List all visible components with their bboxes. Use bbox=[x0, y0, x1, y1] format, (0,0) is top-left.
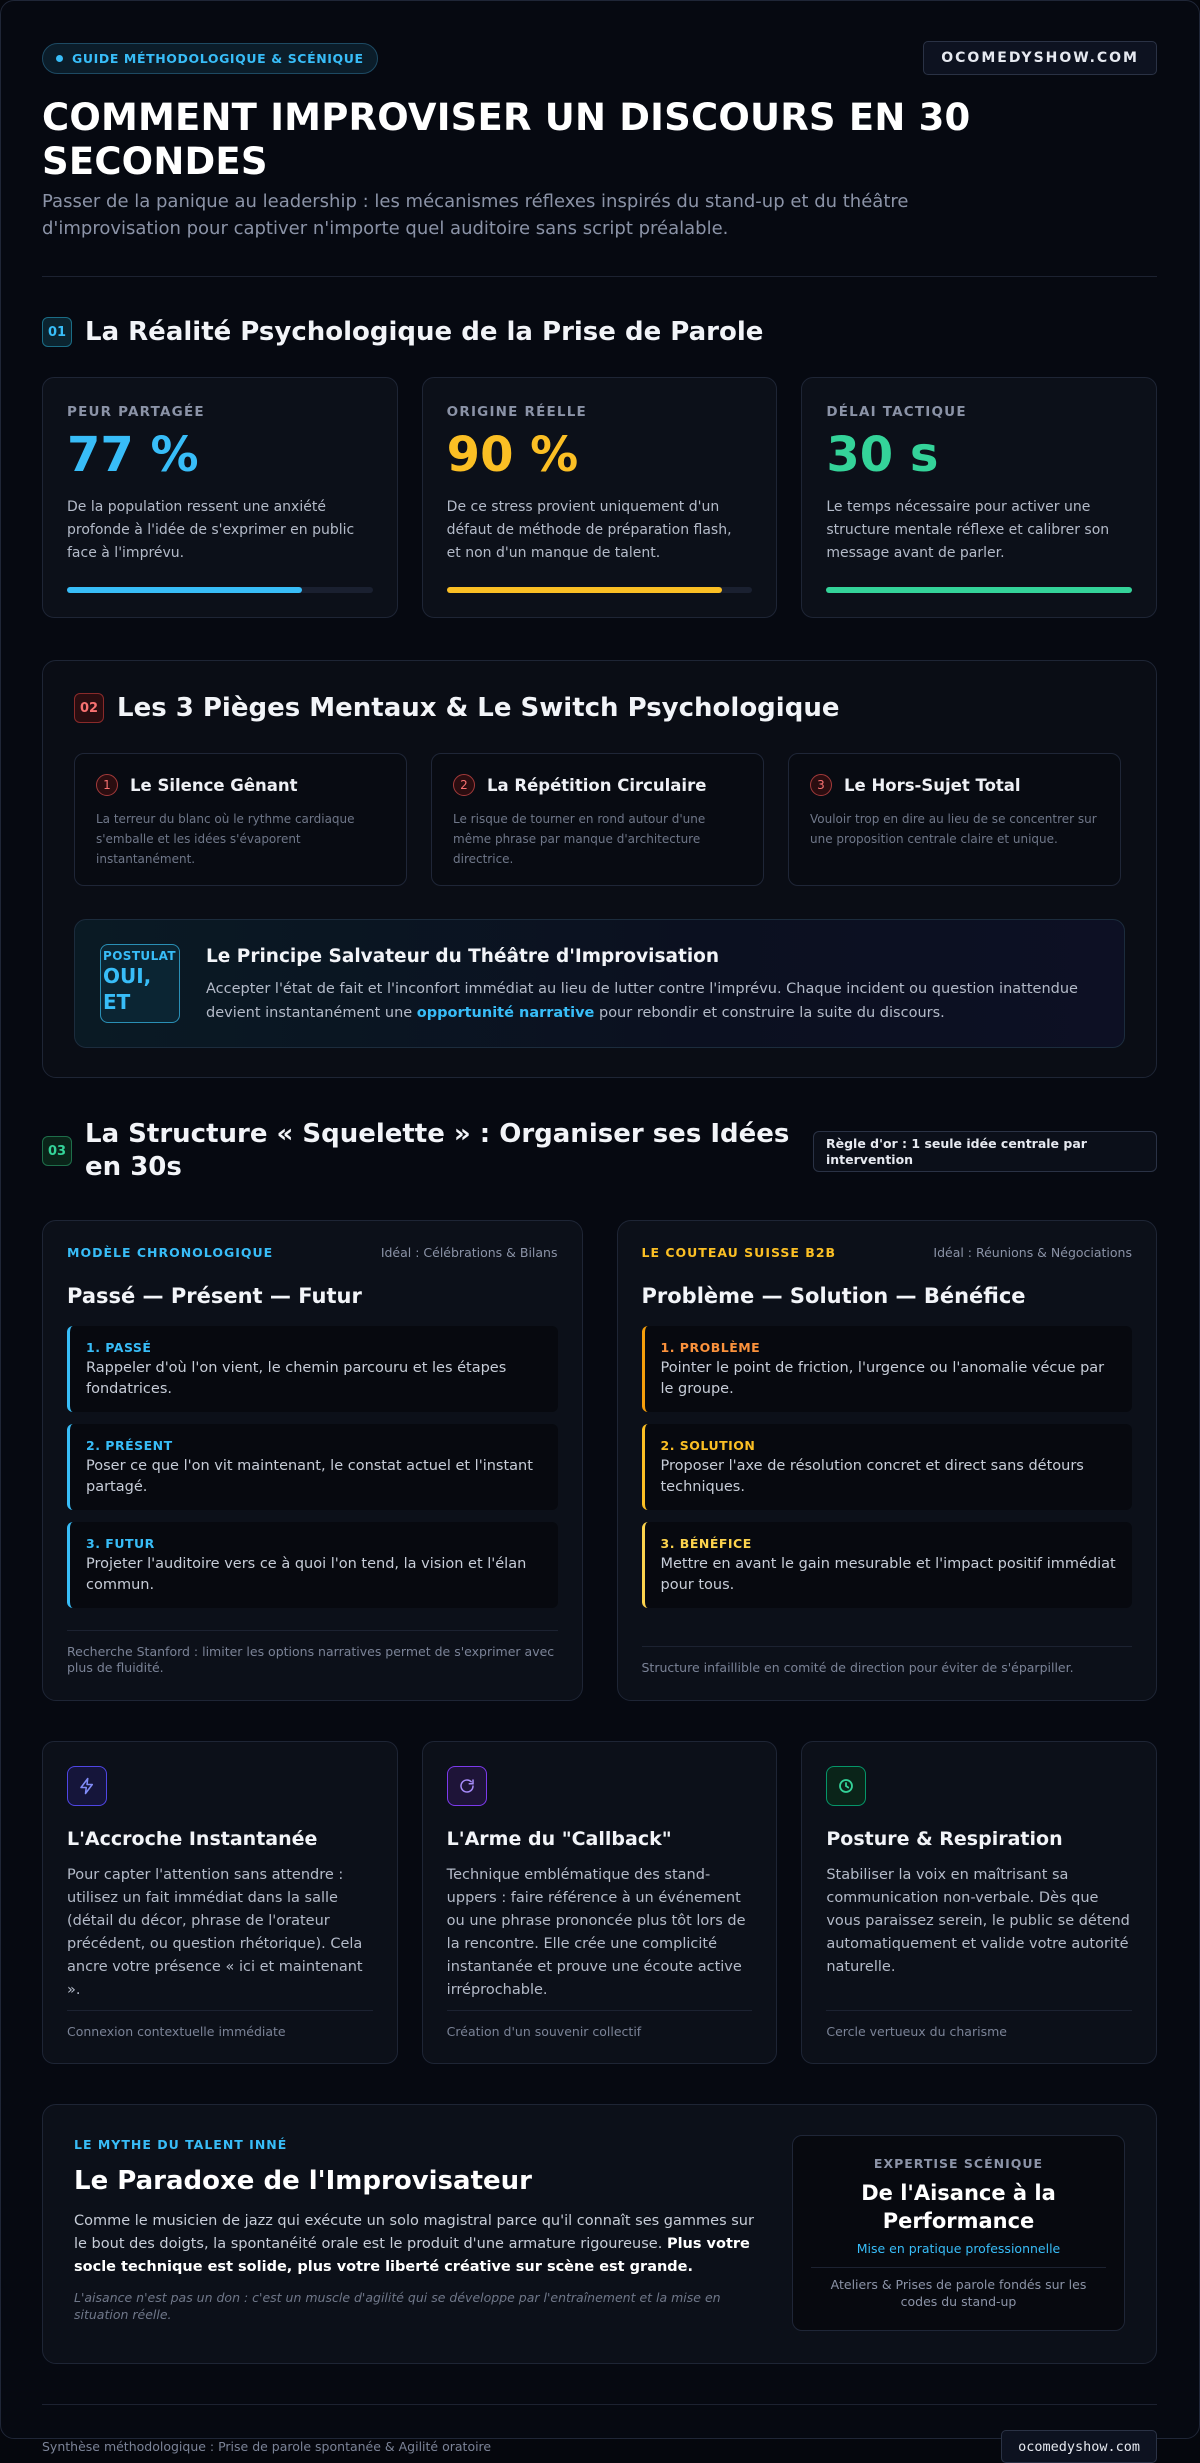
model-ideal: Idéal : Réunions & Négociations bbox=[933, 1245, 1132, 1260]
stat-value: 77 % bbox=[67, 427, 199, 483]
postulat-tag: POSTULAT bbox=[103, 949, 176, 963]
principle-highlight: opportunité narrative bbox=[416, 1005, 595, 1021]
trap-header bbox=[96, 774, 385, 796]
stat-desc: Le temps nécessaire pour activer une structure mentale réflexe et calibrer son message avant de parler. bbox=[826, 499, 1110, 561]
tool-card bbox=[42, 1741, 398, 2064]
trap-header bbox=[810, 774, 1099, 796]
myth-tag: LE MYTHE DU TALENT INNÉ bbox=[74, 2137, 288, 2152]
step-text: Rappeler d'où l'on vient, le chemin parcouru et les étapes fondatrices. bbox=[86, 1360, 507, 1397]
step-label: 3. BÉNÉFICE bbox=[660, 1536, 752, 1551]
tools-row bbox=[42, 1741, 1157, 2064]
trap-header bbox=[453, 774, 742, 796]
tool-text: Technique emblématique des stand-uppers : faire référence à un événement ou une phrase prononcée plus tôt lors de la rencontre. Elle crée une complicité instantanée et prouve une écoute active irréprochable. bbox=[446, 1867, 746, 1998]
model-step bbox=[67, 1424, 558, 1510]
expertise-footnote: Ateliers & Prises de parole fondés sur les codes du stand-up bbox=[830, 2277, 1087, 2309]
stat-card bbox=[801, 377, 1157, 618]
step-text: Projeter l'auditoire vers ce à quoi l'on tend, la vision et l'élan commun. bbox=[86, 1556, 527, 1593]
dot-icon bbox=[56, 55, 63, 62]
model-title: Problème — Solution — Bénéfice bbox=[641, 1284, 1026, 1308]
tool-title: Posture & Respiration bbox=[826, 1828, 1063, 1850]
principle-text-start: Accepter l'état de fait et l'inconfort immédiat au lieu de lutter contre l'imprévu. Chaque incident ou question inattendue devient instantanément une bbox=[206, 981, 1078, 1021]
myth-content bbox=[74, 2135, 754, 2333]
section-number: 03 bbox=[42, 1136, 72, 1166]
step-label: 1. PASSÉ bbox=[86, 1340, 152, 1355]
model-tag: LE COUTEAU SUISSE B2B bbox=[641, 1245, 837, 1260]
footer-text: Synthèse méthodologique : Prise de parole spontanée & Agilité oratoire bbox=[42, 2439, 492, 2454]
section-1-header bbox=[42, 317, 1157, 347]
section-title: La Réalité Psychologique de la Prise de Parole bbox=[85, 317, 764, 347]
expertise-title: De l'Aisance à la Performance bbox=[861, 2181, 1056, 2233]
section-3-header bbox=[42, 1118, 1157, 1184]
site-link[interactable]: OCOMEDYSHOW.COM bbox=[923, 41, 1157, 75]
trap-desc: La terreur du blanc où le rythme cardiaque s'emballe et les idées s'évaporent instantanément. bbox=[96, 812, 355, 866]
trap-title: Le Hors-Sujet Total bbox=[844, 775, 1021, 795]
footer bbox=[42, 2430, 1157, 2463]
trap-title: La Répétition Circulaire bbox=[487, 775, 707, 795]
stat-label: ORIGINE RÉELLE bbox=[446, 404, 587, 420]
section-number: 01 bbox=[42, 317, 72, 347]
trap-card bbox=[74, 753, 407, 886]
model-footnote: Recherche Stanford : limiter les options narratives permet de s'exprimer avec plus de fluidité. bbox=[67, 1630, 558, 1676]
myth-text bbox=[74, 2210, 754, 2279]
trap-desc: Vouloir trop en dire au lieu de se concentrer sur une proposition centrale claire et unique. bbox=[810, 812, 1097, 846]
tool-title: L'Accroche Instantanée bbox=[67, 1828, 318, 1850]
expertise-link[interactable]: Mise en pratique professionnelle bbox=[856, 2241, 1061, 2256]
models-row bbox=[42, 1220, 1157, 1701]
myth-card bbox=[42, 2104, 1157, 2364]
section-title: Les 3 Pièges Mentaux & Le Switch Psychologique bbox=[117, 693, 840, 723]
traps-card bbox=[42, 660, 1157, 1078]
step-label: 2. SOLUTION bbox=[660, 1438, 756, 1453]
tool-footnote: Connexion contextuelle immédiate bbox=[67, 2010, 373, 2039]
stat-value: 90 % bbox=[446, 427, 579, 483]
step-label: 3. FUTUR bbox=[86, 1536, 155, 1551]
progress-fill bbox=[67, 587, 302, 593]
section-number: 02 bbox=[74, 693, 104, 723]
expertise-box bbox=[792, 2135, 1125, 2331]
model-card bbox=[42, 1220, 583, 1701]
divider bbox=[42, 276, 1157, 277]
model-step bbox=[642, 1424, 1133, 1510]
progress-fill bbox=[447, 587, 722, 593]
model-top bbox=[642, 1245, 1133, 1260]
step-text: Poser ce que l'on vit maintenant, le constat actuel et l'instant partagé. bbox=[86, 1458, 533, 1495]
tool-card bbox=[422, 1741, 778, 2064]
tool-title: L'Arme du "Callback" bbox=[446, 1828, 672, 1850]
postulat-badge bbox=[100, 944, 180, 1023]
model-card bbox=[617, 1220, 1158, 1701]
stat-label: PEUR PARTAGÉE bbox=[67, 404, 205, 420]
refresh-icon bbox=[447, 1766, 487, 1806]
trap-desc: Le risque de tourner en rond autour d'une même phrase par manque d'architecture directrice. bbox=[453, 812, 706, 866]
myth-title: Le Paradoxe de l'Improvisateur bbox=[74, 2166, 532, 2196]
header-top bbox=[42, 42, 1157, 74]
step-text: Pointer le point de friction, l'urgence ou l'anomalie vécue par le groupe. bbox=[660, 1360, 1105, 1397]
expertise-tag: EXPERTISE SCÉNIQUE bbox=[873, 2156, 1044, 2171]
guide-badge-label: GUIDE MÉTHODOLOGIQUE & SCÉNIQUE bbox=[72, 50, 364, 66]
myth-text-main: Comme le musicien de jazz qui exécute un solo magistral parce qu'il connaît ses gammes sur le bout des doigts, la spontanéité orale est le produit d'une armature rigoureuse. bbox=[74, 2213, 754, 2252]
progress-fill bbox=[826, 587, 1132, 593]
traps-row bbox=[74, 753, 1125, 886]
stat-desc: De ce stress provient uniquement d'un défaut de méthode de préparation flash, et non d'un manque de talent. bbox=[446, 499, 732, 561]
section-2-header bbox=[74, 693, 1125, 723]
stat-card bbox=[42, 377, 398, 618]
model-footnote: Structure infaillible en comité de direction pour éviter de s'éparpiller. bbox=[642, 1646, 1133, 1676]
trap-card bbox=[788, 753, 1121, 886]
guide-badge bbox=[42, 43, 378, 74]
tool-footnote: Cercle vertueux du charisme bbox=[826, 2010, 1132, 2039]
principle-title: Le Principe Salvateur du Théâtre d'Improvisation bbox=[206, 946, 720, 967]
section-3-title-group bbox=[42, 1118, 805, 1184]
section-title: La Structure « Squelette » : Organiser ses Idées en 30s bbox=[85, 1119, 790, 1182]
page-content bbox=[42, 42, 1157, 2463]
principle-text-end: pour rebondir et construire la suite du discours. bbox=[594, 1005, 945, 1021]
tool-footnote: Création d'un souvenir collectif bbox=[447, 2010, 753, 2039]
progress-bar bbox=[826, 587, 1132, 593]
principle-box bbox=[74, 919, 1125, 1048]
tool-text: Pour capter l'attention sans attendre : utilisez un fait immédiat dans la salle (détail du décor, phrase de l'orateur précédent, ou question rhétorique). Cela ancre votre présence « ici et maintenant ». bbox=[67, 1867, 363, 1998]
model-step bbox=[67, 1522, 558, 1608]
model-step bbox=[642, 1522, 1133, 1608]
trap-number: 3 bbox=[810, 774, 832, 796]
divider bbox=[811, 2267, 1106, 2268]
stat-label: DÉLAI TACTIQUE bbox=[826, 404, 967, 420]
model-step bbox=[642, 1326, 1133, 1412]
myth-text-bold: Plus votre socle technique est solide, plus votre liberté créative sur scène est grande. bbox=[74, 2236, 750, 2275]
stat-card bbox=[422, 377, 778, 618]
rule-badge: Règle d'or : 1 seule idée centrale par intervention bbox=[813, 1131, 1157, 1172]
clock-icon bbox=[826, 1766, 866, 1806]
myth-quote: L'aisance n'est pas un don : c'est un muscle d'agilité qui se développe par l'entraînement et la mise en situation réelle. bbox=[74, 2290, 721, 2322]
model-step bbox=[67, 1326, 558, 1412]
page-subtitle: Passer de la panique au leadership : les mécanismes réflexes inspirés du stand-up et du théâtre d'improvisation pour captiver n'importe quel auditoire sans script préalable. bbox=[42, 191, 909, 239]
step-label: 1. PROBLÈME bbox=[660, 1340, 761, 1355]
lightning-icon bbox=[67, 1766, 107, 1806]
trap-card bbox=[431, 753, 764, 886]
progress-bar bbox=[447, 587, 753, 593]
model-tag: MODÈLE CHRONOLOGIQUE bbox=[67, 1245, 274, 1260]
trap-title: Le Silence Gênant bbox=[130, 775, 298, 795]
tool-card bbox=[801, 1741, 1157, 2064]
stat-value: 30 s bbox=[826, 427, 939, 483]
model-ideal: Idéal : Célébrations & Bilans bbox=[380, 1245, 558, 1260]
page-title: COMMENT IMPROVISER UN DISCOURS EN 30 SECONDES bbox=[42, 96, 971, 183]
footer-site-link[interactable]: ocomedyshow.com bbox=[1001, 2430, 1157, 2463]
stats-row bbox=[42, 377, 1157, 618]
postulat-big: OUI, ET bbox=[103, 964, 152, 1014]
divider bbox=[42, 2404, 1157, 2405]
principle-body bbox=[206, 944, 1099, 1023]
step-text: Proposer l'axe de résolution concret et direct sans détours techniques. bbox=[660, 1458, 1084, 1495]
progress-bar bbox=[67, 587, 373, 593]
trap-number: 1 bbox=[96, 774, 118, 796]
model-title: Passé — Présent — Futur bbox=[67, 1284, 362, 1308]
trap-number: 2 bbox=[453, 774, 475, 796]
model-top bbox=[67, 1245, 558, 1260]
step-label: 2. PRÉSENT bbox=[86, 1438, 173, 1453]
principle-text bbox=[206, 977, 1099, 1025]
step-text: Mettre en avant le gain mesurable et l'impact positif immédiat pour tous. bbox=[660, 1556, 1116, 1593]
tool-text: Stabiliser la voix en maîtrisant sa communication non-verbale. Dès que vous paraissez serein, le public se détend automatiquement et valide votre autorité naturelle. bbox=[826, 1867, 1130, 1975]
stat-desc: De la population ressent une anxiété profonde à l'idée de s'exprimer en public face à l'imprévu. bbox=[67, 499, 355, 561]
